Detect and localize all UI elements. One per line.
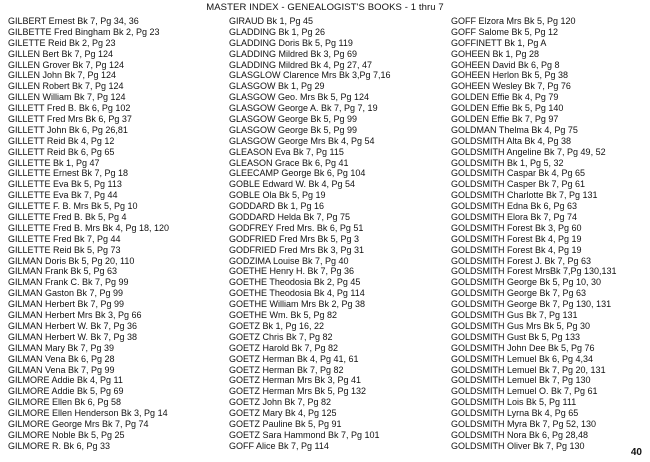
index-entry: GOLDMAN Thelma Bk 4, Pg 75	[451, 124, 578, 135]
index-entry: GODFRIED Fred Mrs Bk 5, Pg 3	[229, 233, 360, 244]
index-entry: GLASGOW George A. Bk 7, Pg 7, 19	[229, 103, 378, 114]
index-entry: GILLETT Reid Bk 4, Pg 12	[8, 135, 115, 146]
index-entry: GOLDEN Effie Bk 4, Pg 79	[451, 92, 559, 103]
index-entry: GOLDSMITH Lois Bk 5, Pg 111	[451, 397, 577, 408]
index-entry: GOLDSMITH Elora Bk 7, Pg 74	[451, 212, 578, 223]
index-entry: GOBLE Ola Bk 5, Pg 19	[229, 190, 326, 201]
index-entry: GLADDING Mildred Bk 4, Pg 27, 47	[229, 59, 373, 70]
index-entry: GOLDSMITH Lemuel O. Bk 7, Pg 61	[451, 386, 598, 397]
index-entry: GILLETTE Bk 1, Pg 47	[8, 157, 100, 168]
index-entry: GILLETTE Fred B. Bk 5, Pg 4	[8, 212, 127, 223]
index-entry: GOLDSMITH Oliver Bk 7, Pg 130	[451, 440, 585, 451]
index-entry: GLEECAMP George Bk 6, Pg 104	[229, 168, 366, 179]
index-entry: GOLDSMITH George Bk 7, Pg 130, 131	[451, 299, 612, 310]
index-entry: GOETZ Mary Bk 4, Pg 125	[229, 408, 337, 419]
index-entry: GOLDSMITH Gus Bk 7, Pg 131	[451, 310, 578, 321]
index-entry: GODFRIED Fred Mrs Bk 3, Pg 31	[229, 244, 365, 255]
index-entry: GILBERT Ernest Bk 7, Pg 34, 36	[8, 16, 139, 26]
index-entry: GOLDSMITH George Bk 7, Pg 63	[451, 288, 587, 299]
index-entry: GILLETT Reid Bk 6, Pg 65	[8, 146, 115, 157]
index-entry: GLASGOW George Bk 5, Pg 99	[229, 124, 358, 135]
index-entry: GOETHE Theodosia Bk 2, Pg 45	[229, 277, 361, 288]
index-entry: GILMORE Ellen Henderson Bk 3, Pg 14	[8, 408, 168, 419]
index-entry: GOLDSMITH Gus Mrs Bk 5, Pg 30	[451, 320, 591, 331]
index-entry: GOFF Elzora Mrs Bk 5, Pg 120	[451, 16, 576, 26]
index-entry: GILMAN Herbert W. Bk 7, Pg 36	[8, 320, 138, 331]
index-entry: GLASGOW George Bk 5, Pg 99	[229, 114, 358, 125]
index-entry: GOLDSMITH Caspar Bk 4, Pg 65	[451, 168, 586, 179]
index-entry: GILLETTE Fred Bk 7, Pg 44	[8, 233, 121, 244]
index-entry: GILMAN Herbert Bk 7, Pg 99	[8, 299, 125, 310]
index-entry: GILLETTE Ernest Bk 7, Pg 18	[8, 168, 129, 179]
index-entry: GOHEEN Herlon Bk 5, Pg 38	[451, 70, 569, 81]
index-entry: GILMAN Gaston Bk 7, Pg 99	[8, 288, 124, 299]
index-entry: GODZIMA Louise Bk 7, Pg 40	[229, 255, 349, 266]
index-entry: GOLDSMITH Gust Bk 5, Pg 133	[451, 331, 581, 342]
index-column-1	[8, 16, 220, 452]
index-entry: GILMAN Frank Bk 5, Pg 63	[8, 266, 118, 277]
index-entry: GOLDSMITH Lemuel Bk 7, Pg 20, 131	[451, 364, 606, 375]
index-entry: GOLDSMITH Casper Bk 7, Pg 61	[451, 179, 586, 190]
index-entry: GILLETTE Eva Bk 7, Pg 44	[8, 190, 118, 201]
index-entry: GOHEEN David Bk 6, Pg 8	[451, 59, 560, 70]
index-entry: GILLETTE F. B. Mrs Bk 5, Pg 10	[8, 201, 138, 212]
index-entry: GODFREY Fred Mrs. Bk 6, Pg 51	[229, 222, 364, 233]
index-entry: GOLDSMITH Angeline Bk 7, Pg 49, 52	[451, 146, 606, 157]
index-entry: GOHEEN Wesley Bk 7, Pg 76	[451, 81, 571, 92]
index-entry: GILMORE R. Bk 6, Pg 33	[8, 440, 111, 451]
index-entry: GOLDSMITH Lyrna Bk 4, Pg 65	[451, 408, 579, 419]
index-entry: GILLETT Fred Mrs Bk 6, Pg 37	[8, 114, 132, 125]
index-entry: GILLETTE Eva Bk 5, Pg 113	[8, 179, 122, 190]
index-entry: GOETZ Herman Bk 4, Pg 41, 61	[229, 353, 359, 364]
index-entry: GOLDSMITH Forest Bk 4, Pg 19	[451, 233, 582, 244]
index-entry: GILMORE George Mrs Bk 7, Pg 74	[8, 418, 149, 429]
index-entry: GOETHE Theodosia Bk 4, Pg 114	[229, 288, 365, 299]
index-entry: GILMORE Ellen Bk 6, Pg 58	[8, 397, 122, 408]
index-entry: GOETZ Sara Hammond Bk 7, Pg 101	[229, 429, 380, 440]
index-entry: GILMAN Frank C. Bk 7, Pg 99	[8, 277, 129, 288]
index-entry: GLADDING Mildred Bk 3, Pg 69	[229, 48, 358, 59]
index-entry: GOETHE Henry H. Bk 7, Pg 36	[229, 266, 355, 277]
index-entry: GOETZ Chris Bk 7, Pg 82	[229, 331, 333, 342]
index-entry: GILMAN Doris Bk 5, Pg 20, 110	[8, 255, 135, 266]
index-entry: GOETZ Harold Bk 7, Pg 82	[229, 342, 339, 353]
index-entry: GLADDING Doris Bk 5, Pg 119	[229, 37, 353, 48]
index-entry: GILLEN John Bk 7, Pg 124	[8, 70, 117, 81]
index-entry: GILMAN Herbert W. Bk 7, Pg 38	[8, 331, 138, 342]
index-entry: GOLDSMITH Forest Bk 4, Pg 19	[451, 244, 582, 255]
index-entry: GILLETT Fred B. Bk 6, Pg 102	[8, 103, 131, 114]
index-entry: GLASGOW George Mrs Bk 4, Pg 54	[229, 135, 375, 146]
index-entry: GOETHE William Mrs Bk 2, Pg 38	[229, 299, 366, 310]
index-entry: GILBETTE Fred Bingham Bk 2, Pg 23	[8, 26, 160, 37]
index-entry: GILLETTE Fred B. Mrs Bk 4, Pg 18, 120	[8, 222, 170, 233]
index-entry: GIRAUD Bk 1, Pg 45	[229, 16, 314, 26]
index-entry: GOLDSMITH Myra Bk 7, Pg 52, 130	[451, 418, 597, 429]
index-entry: GOLDSMITH Forest MrsBk 7,Pg 130,131	[451, 266, 617, 277]
index-entry: GILMORE Noble Bk 5, Pg 25	[8, 429, 125, 440]
index-entry: GOLDSMITH Forest J. Bk 7, Pg 63	[451, 255, 592, 266]
index-column-3	[451, 16, 647, 452]
index-entry: GOLDSMITH Forest Bk 3, Pg 60	[451, 222, 582, 233]
index-entry: GOFF Alice Bk 7, Pg 114	[229, 440, 329, 451]
index-entry: GLEASON Eva Bk 7, Pg 115	[229, 146, 344, 157]
page-title: MASTER INDEX - GENEALOGIST'S BOOKS - 1 thru 7	[206, 2, 444, 13]
index-entry: GOLDSMITH Nora Bk 6, Pg 28,48	[451, 429, 589, 440]
index-entry: GLADDING Bk 1, Pg 26	[229, 26, 326, 37]
index-column-2	[229, 16, 443, 452]
index-entry: GLASGLOW Clarence Mrs Bk 3,Pg 7,16	[229, 70, 391, 81]
index-entry: GOETHE Wm. Bk 5, Pg 82	[229, 310, 338, 321]
index-entry: GILLEN Grover Bk 7, Pg 124	[8, 59, 125, 70]
index-entry: GOHEEN Bk 1, Pg 28	[451, 48, 540, 59]
index-entry: GILMORE Addie Bk 4, Pg 11	[8, 375, 123, 386]
index-entry: GOLDSMITH John Dee Bk 5, Pg 76	[451, 342, 595, 353]
index-entry: GOFFINETT Bk 1, Pg A	[451, 37, 547, 48]
index-entry: GOETZ Bk 1, Pg 16, 22	[229, 320, 325, 331]
index-entry: GOLDSMITH Bk 1, Pg 5, 32	[451, 157, 564, 168]
index-entry: GILLEN William Bk 7, Pg 124	[8, 92, 126, 103]
index-entry: GODDARD Bk 1, Pg 16	[229, 201, 325, 212]
index-entry: GOLDEN Effie Bk 7, Pg 97	[451, 114, 559, 125]
index-entry: GILMAN Vena Bk 7, Pg 99	[8, 364, 115, 375]
index-entry: GILMAN Vena Bk 6, Pg 28	[8, 353, 115, 364]
page-number: 40	[630, 447, 642, 458]
index-entry: GOETZ Herman Mrs Bk 3, Pg 41	[229, 375, 362, 386]
index-entry: GOETZ Herman Mrs Bk 5, Pg 132	[229, 386, 367, 397]
index-entry: GOETZ Pauline Bk 5, Pg 91	[229, 418, 342, 429]
index-entry: GOLDSMITH George Bk 5, Pg 10, 30	[451, 277, 602, 288]
index-entry: GLASGOW Bk 1, Pg 29	[229, 81, 325, 92]
index-entry: GOETZ Herman Bk 7, Pg 82	[229, 364, 344, 375]
index-entry: GLEASON Grace Bk 6, Pg 41	[229, 157, 349, 168]
index-entry: GOLDSMITH Lemuel Bk 6, Pg 4,34	[451, 353, 594, 364]
index-entry: GILLEN Bert Bk 7, Pg 124	[8, 48, 114, 59]
index-entry: GILMAN Herbert Mrs Bk 3, Pg 66	[8, 310, 142, 321]
index-entry: GODDARD Helda Bk 7, Pg 75	[229, 212, 351, 223]
index-entry: GOBLE Edward W. Bk 4, Pg 54	[229, 179, 356, 190]
index-entry: GILLETTE Reid Bk 5, Pg 73	[8, 244, 121, 255]
index-entry: GILMAN Mary Bk 7, Pg 39	[8, 342, 115, 353]
index-entry: GOETZ John Bk 7, Pg 82	[229, 397, 332, 408]
index-entry: GILMORE Addie Bk 5, Pg 69	[8, 386, 124, 397]
index-entry: GOLDSMITH Charlotte Bk 7, Pg 131	[451, 190, 598, 201]
index-entry: GILLEN Robert Bk 7, Pg 124	[8, 81, 124, 92]
index-entry: GLASGOW Geo. Mrs Bk 5, Pg 124	[229, 92, 370, 103]
index-entry: GOLDEN Effie Bk 5, Pg 140	[451, 103, 564, 114]
index-entry: GILETTE Reid Bk 2, Pg 23	[8, 37, 116, 48]
index-entry: GILLETT John Bk 6, Pg 26,81	[8, 124, 128, 135]
index-entry: GOLDSMITH Alta Bk 4, Pg 38	[451, 135, 572, 146]
index-entry: GOFF Salome Bk 5, Pg 12	[451, 26, 559, 37]
index-entry: GOLDSMITH Lemuel Bk 7, Pg 130	[451, 375, 591, 386]
index-entry: GOLDSMITH Edna Bk 6, Pg 63	[451, 201, 578, 212]
